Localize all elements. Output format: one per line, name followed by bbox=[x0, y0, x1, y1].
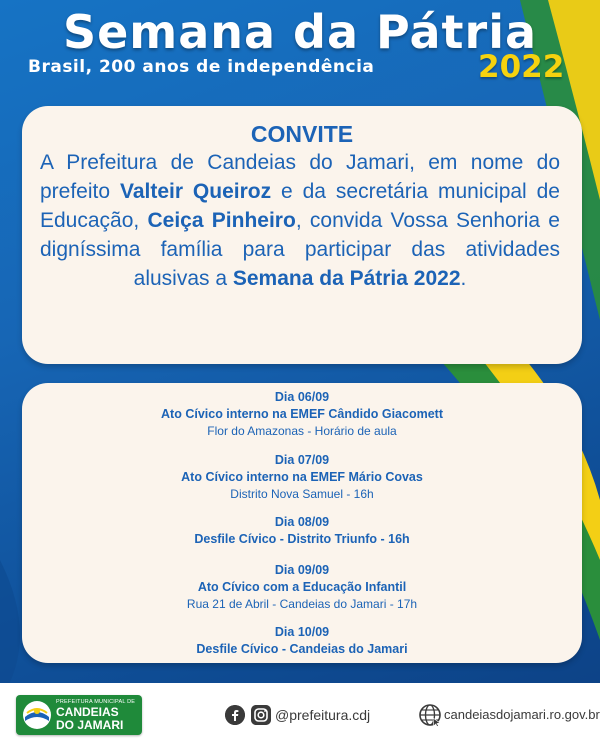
secretary-name: Ceiça Pinheiro bbox=[147, 209, 296, 232]
logo-caption: PREFEITURA MUNICIPAL DE bbox=[56, 699, 136, 705]
invite-text bbox=[40, 148, 560, 293]
event-item bbox=[22, 562, 582, 613]
event-name: Semana da Pátria 2022 bbox=[232, 267, 461, 290]
event-detail: Rua 21 de Abril - Candeias do Jamari - 17h bbox=[186, 597, 418, 611]
event-title: Ato Cívico interno na EMEF Mário Covas bbox=[181, 470, 423, 484]
event-date: Dia 10/09 bbox=[274, 625, 330, 639]
invite-heading: CONVITE bbox=[250, 121, 354, 147]
event-title: Desfile Cívico - Candeias do Jamari bbox=[196, 642, 408, 656]
event-detail: Flor do Amazonas - Horário de aula bbox=[207, 424, 397, 438]
facebook-icon[interactable] bbox=[225, 705, 245, 725]
schedule-card bbox=[22, 383, 582, 663]
instagram-icon[interactable] bbox=[251, 705, 271, 725]
logo-name-line2: DO JAMARI bbox=[56, 718, 124, 732]
year-label: 2022 bbox=[478, 49, 565, 85]
page-subtitle: Brasil, 200 anos de independência bbox=[28, 57, 375, 77]
website-link[interactable]: candeiasdojamari.ro.gov.br bbox=[444, 707, 600, 722]
event-date: Dia 09/09 bbox=[274, 563, 330, 577]
event-item bbox=[22, 624, 582, 658]
event-date: Dia 06/09 bbox=[274, 390, 330, 404]
invite-card bbox=[22, 106, 582, 364]
event-detail: Distrito Nova Samuel - 16h bbox=[230, 487, 374, 501]
invite-text-part: . bbox=[460, 267, 467, 290]
event-title: Ato Cívico interno na EMEF Cândido Giacomett bbox=[161, 407, 443, 421]
event-item bbox=[22, 514, 582, 548]
globe-icon bbox=[418, 703, 442, 727]
page-title: Semana da Pátria bbox=[62, 5, 538, 59]
logo-name-line1: CANDEIAS bbox=[56, 705, 119, 719]
footer-bar bbox=[0, 683, 600, 750]
prefeitura-logo bbox=[16, 695, 142, 735]
mayor-name: Valteir Queiroz bbox=[119, 180, 272, 203]
emblem-icon bbox=[21, 699, 53, 731]
event-title: Ato Cívico com a Educação Infantil bbox=[197, 580, 407, 594]
social-handle[interactable]: @prefeitura.cdj bbox=[275, 707, 371, 723]
event-item bbox=[22, 389, 582, 440]
event-title: Desfile Cívico - Distrito Triunfo - 16h bbox=[194, 532, 410, 546]
event-date: Dia 08/09 bbox=[274, 515, 330, 529]
event-date: Dia 07/09 bbox=[274, 453, 330, 467]
invite-text-part: , convida Vossa Senhoria e digníssima família para participar das atividades alusivas a bbox=[40, 209, 560, 290]
event-item bbox=[22, 452, 582, 503]
invite-text-part: A Prefeitura de Candeias do Jamari, em nome do prefeito bbox=[40, 151, 560, 203]
invite-text-part: e da secretária municipal de Educação, bbox=[40, 180, 560, 232]
